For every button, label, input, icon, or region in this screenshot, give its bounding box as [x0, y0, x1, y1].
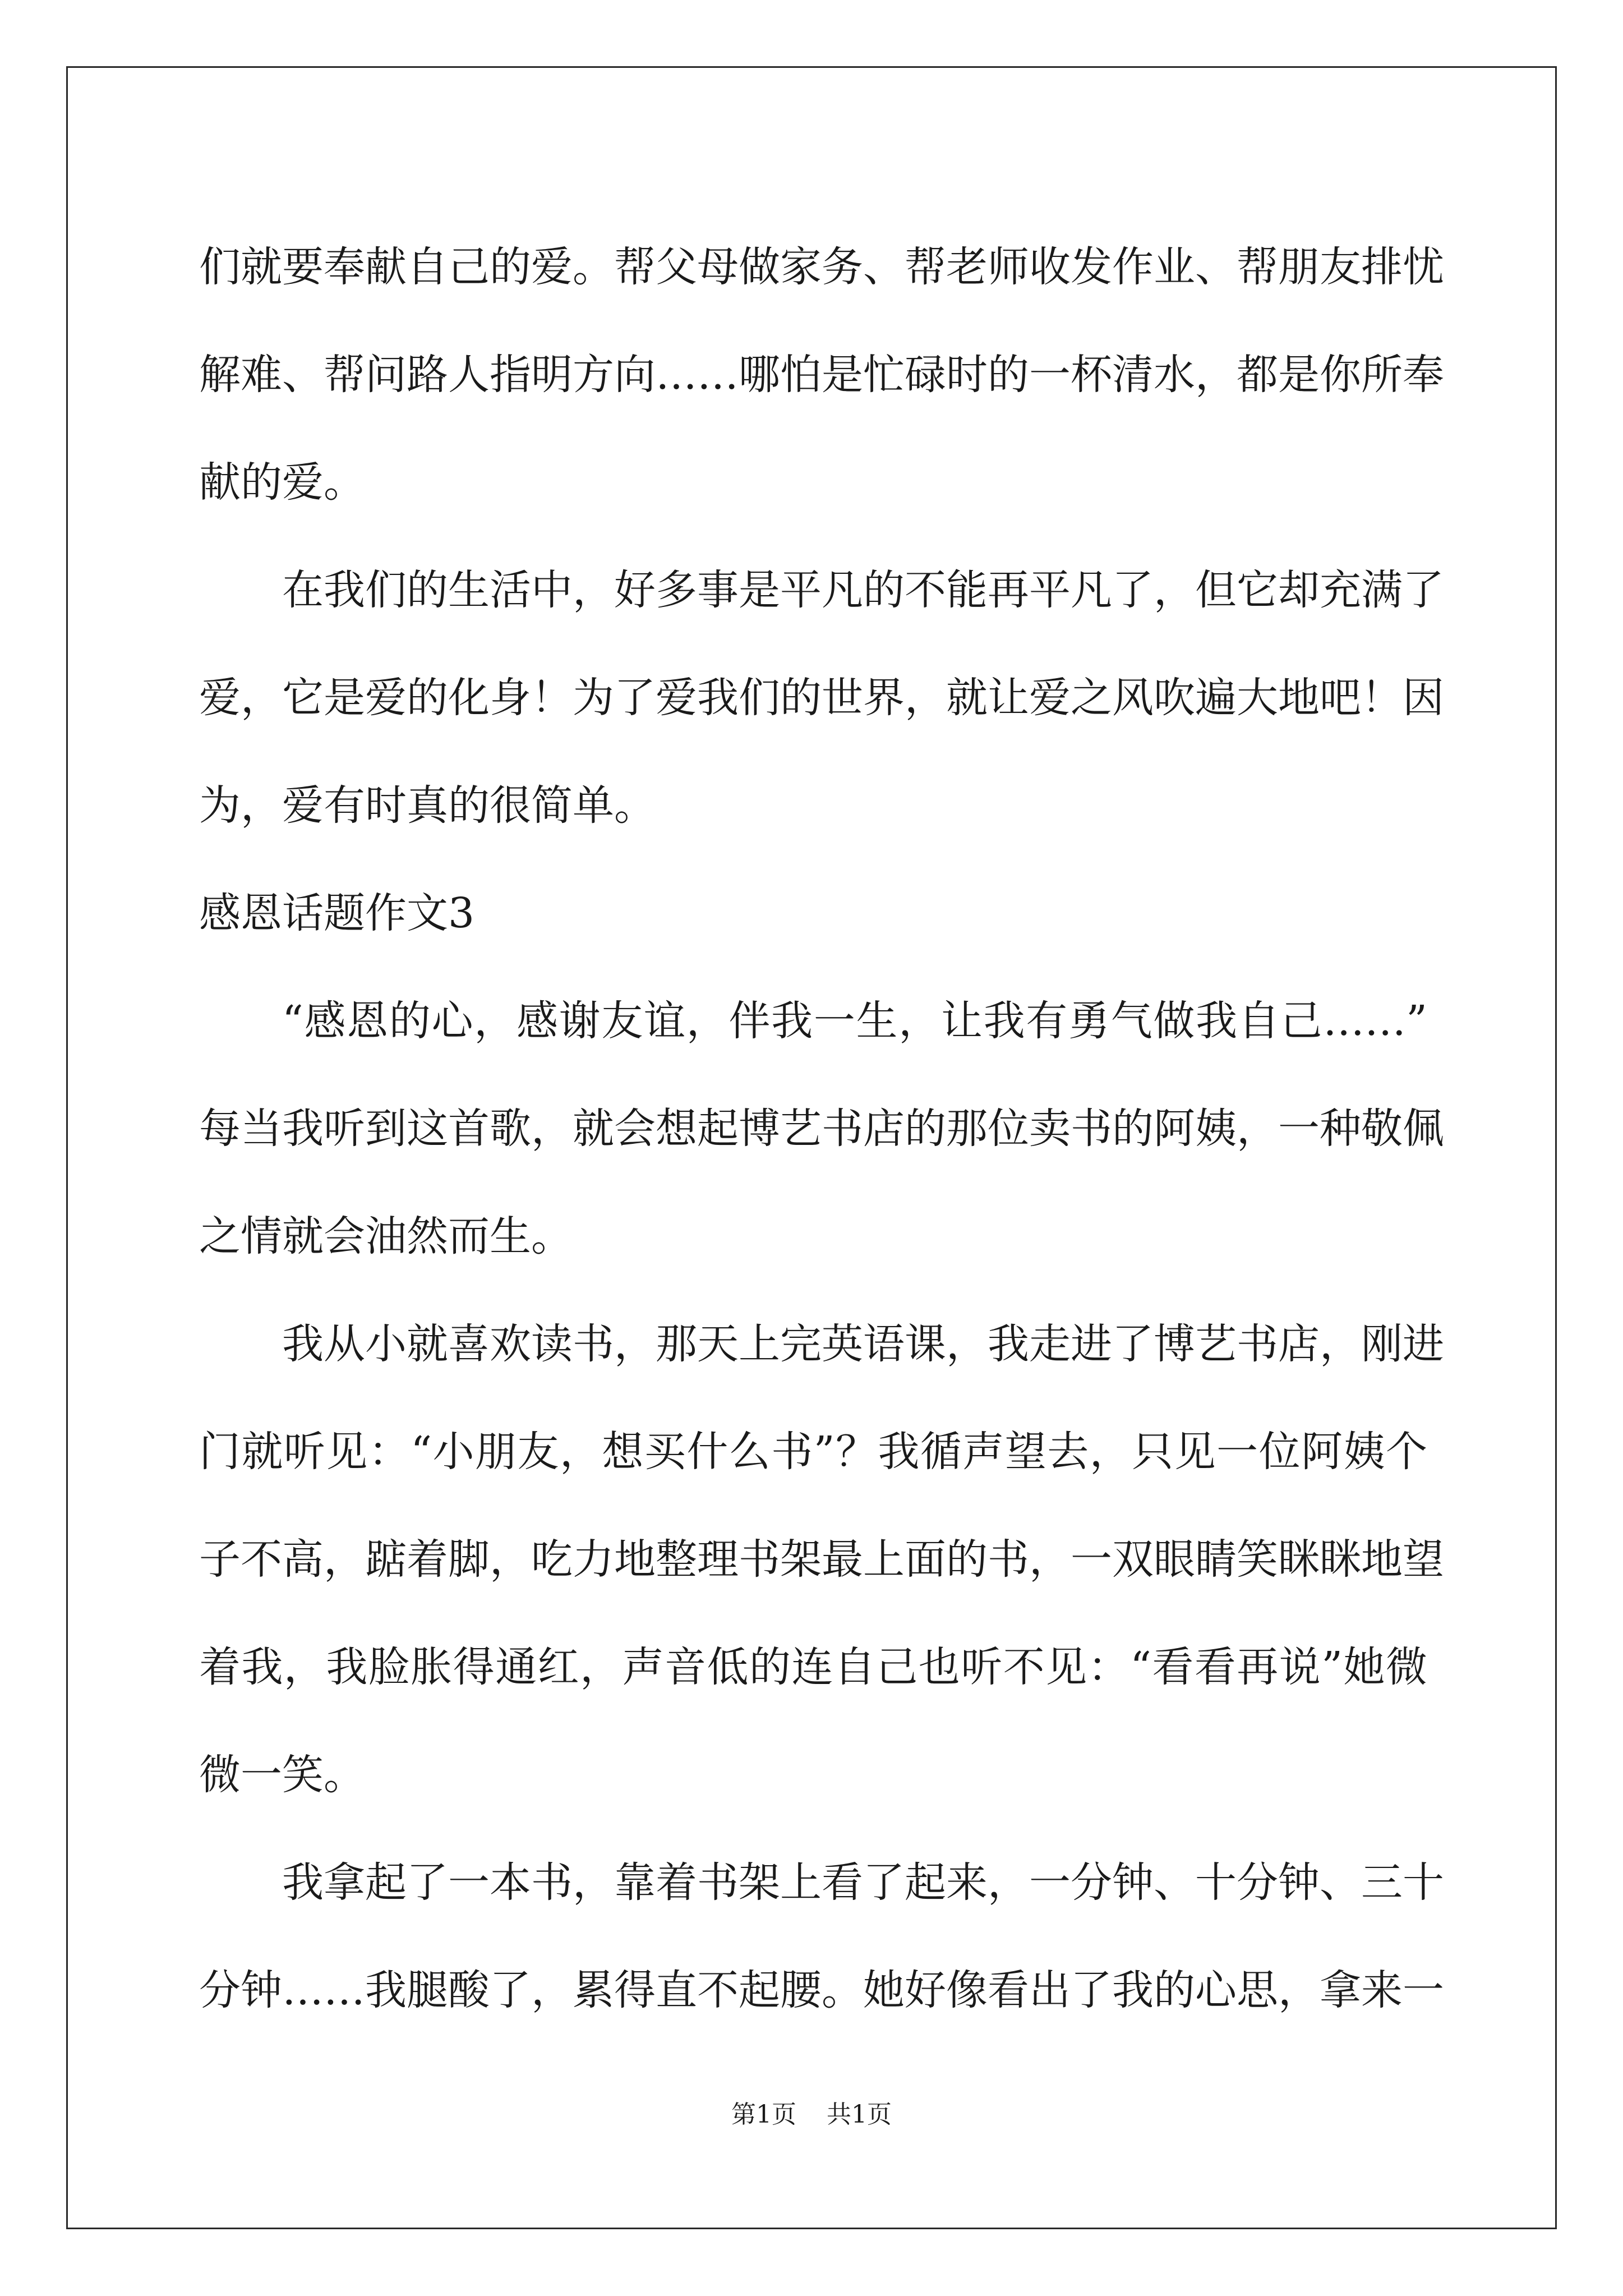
- text-line: 我从小就喜欢读书，那天上完英语课，我走进了博艺书店，刚进: [282, 1320, 1444, 1368]
- text-line: 门就听见：“小朋友，想买什么书”？我循声望去，只见一位阿姨个: [199, 1428, 1427, 1476]
- text-line: 着我，我脸胀得通红，声音低的连自己也听不见：“看看再说”她微: [199, 1643, 1427, 1691]
- text-line: 为，爱有时真的很简单。: [199, 781, 656, 830]
- text-line: “感恩的心，感谢友谊，伴我一生，让我有勇气做我自己……”: [282, 997, 1427, 1045]
- section-heading: 感恩话题作文3: [199, 889, 475, 937]
- text-line: 微一笑。: [199, 1751, 365, 1799]
- text-line: 分钟……我腿酸了，累得直不起腰。她好像看出了我的心思，拿来一: [199, 1966, 1444, 2014]
- text-line: 在我们的生活中，好多事是平凡的不能再平凡了，但它却充满了: [282, 566, 1444, 614]
- text-line: 子不高，踮着脚，吃力地整理书架最上面的书，一双眼睛笑眯眯地望: [199, 1535, 1444, 1584]
- text-line: 我拿起了一本书，靠着书架上看了起来，一分钟、十分钟、三十: [282, 1858, 1444, 1907]
- text-line: 献的爱。: [199, 458, 365, 507]
- page-total: 共1页: [827, 2100, 892, 2129]
- page-footer: [0, 2098, 1623, 2132]
- text-line: 们就要奉献自己的爱。帮父母做家务、帮老师收发作业、帮朋友排忧: [199, 243, 1444, 291]
- text-line: 爱，它是爱的化身！为了爱我们的世界，就让爱之风吹遍大地吧！因: [199, 674, 1444, 722]
- text-line: 每当我听到这首歌，就会想起博艺书店的那位卖书的阿姨，一种敬佩: [199, 1105, 1444, 1153]
- text-line: 解难、帮问路人指明方向……哪怕是忙碌时的一杯清水，都是你所奉: [199, 351, 1444, 399]
- text-line: 之情就会油然而生。: [199, 1212, 573, 1260]
- page-number: 第1页: [731, 2100, 796, 2129]
- document-body: [199, 213, 1444, 2044]
